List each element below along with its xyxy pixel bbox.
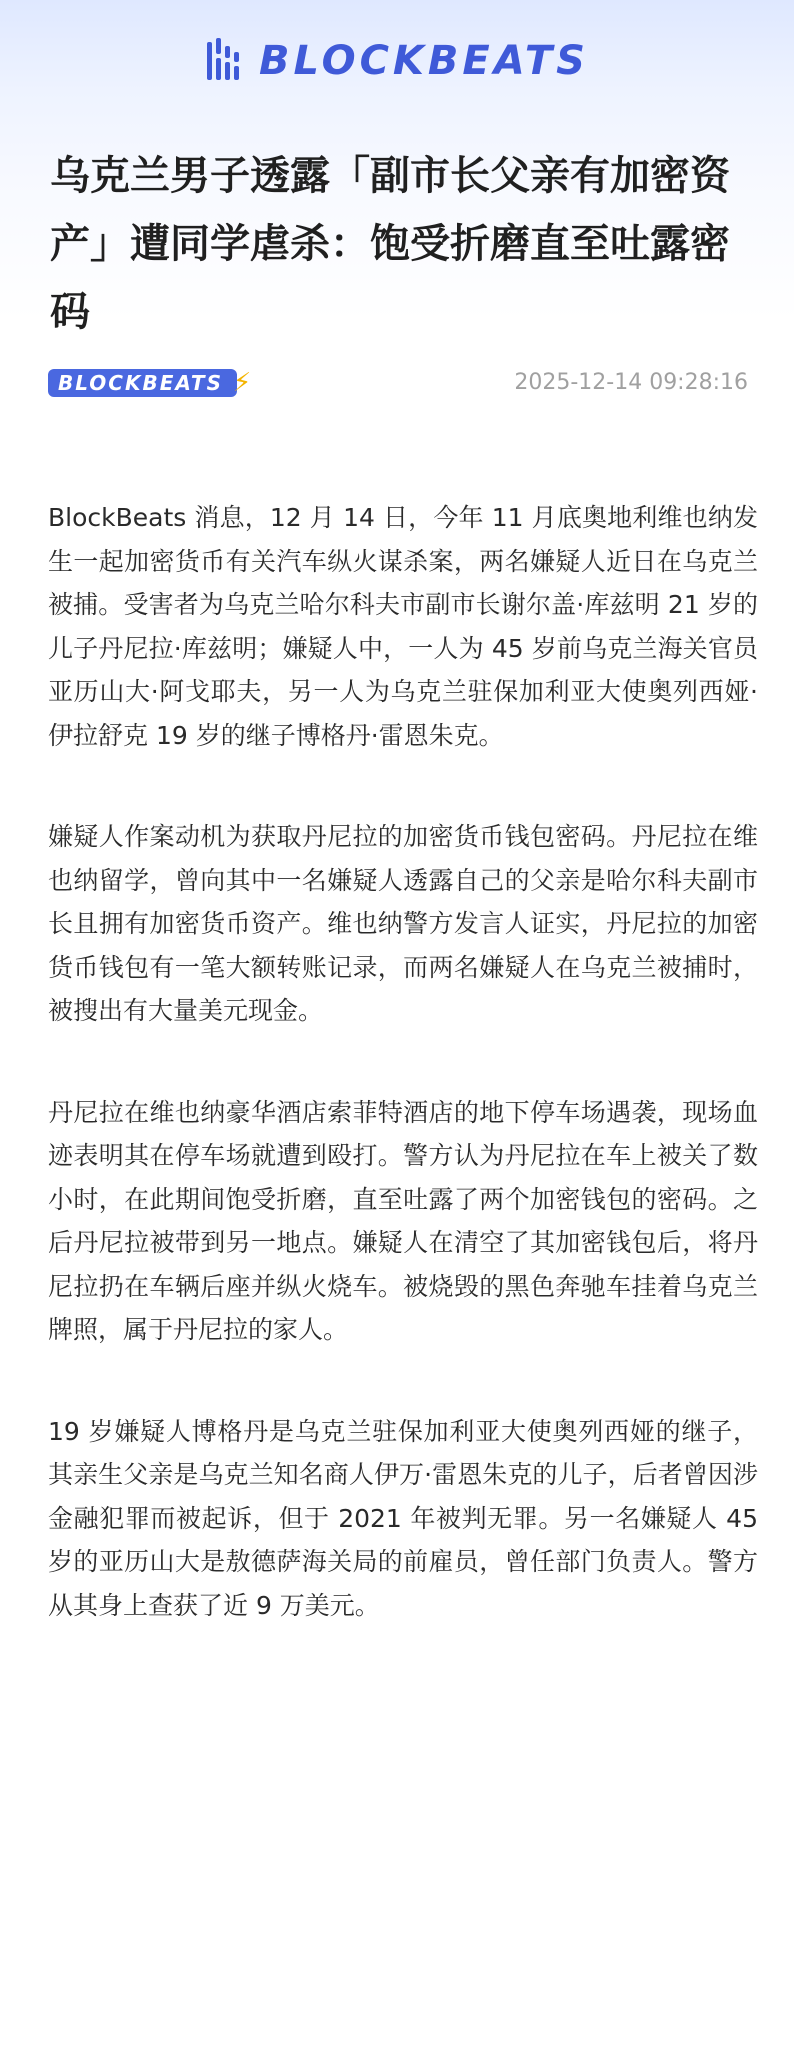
- article-meta: [48, 368, 748, 400]
- article-paragraph: 19 岁嫌疑人博格丹是乌克兰驻保加利亚大使奥列西娅的继子，其亲生父亲是乌克兰知名商人伊万·雷恩朱克的儿子，后者曾因涉金融犯罪而被起诉，但于 2021 年被判无罪。另一名嫌疑人 45 岁的亚历山大是敖德萨海关局的前雇员，曾任部门负责人。警方从其身上查获了近 9 万美元。: [48, 1416, 758, 1620]
- source-badge-label: BLOCKBEATS: [48, 369, 237, 397]
- article-body: [48, 496, 758, 1685]
- lightning-icon: ⚡: [232, 368, 252, 398]
- article-paragraph: 丹尼拉在维也纳豪华酒店索菲特酒店的地下停车场遇袭，现场血迹表明其在停车场就遭到殴打。警方认为丹尼拉在车上被关了数小时，在此期间饱受折磨，直至吐露了两个加密钱包的密码。之后丹尼拉被带到另一地点。嫌疑人在清空了其加密钱包后，将丹尼拉扔在车辆后座并纵火烧车。被烧毁的黑色奔驰车挂着乌克兰牌照，属于丹尼拉的家人。: [48, 1097, 758, 1344]
- publish-timestamp: 2025-12-14 09:28:16: [514, 370, 748, 395]
- brand-name[interactable]: BLOCKBEATS: [259, 38, 589, 84]
- article-title: 乌克兰男子透露「副市长父亲有加密资产」遭同学虐杀：饱受折磨直至吐露密码: [50, 153, 730, 335]
- article-paragraph: 嫌疑人作案动机为获取丹尼拉的加密货币钱包密码。丹尼拉在维也纳留学，曾向其中一名嫌疑人透露自己的父亲是哈尔科夫副市长且拥有加密货币资产。维也纳警方发言人证实，丹尼拉的加密货币钱包有一笔大额转账记录，而两名嫌疑人在乌克兰被捕时，被搜出有大量美元现金。: [48, 822, 758, 1025]
- source-badge: [48, 368, 280, 398]
- article-paragraph: BlockBeats 消息，12 月 14 日，今年 11 月底奥地利维也纳发生一起加密货币有关汽车纵火谋杀案，两名嫌疑人近日在乌克兰被捕。受害者为乌克兰哈尔科夫市副市长谢尔盖·库兹明 21 岁的儿子丹尼拉·库兹明；嫌疑人中，一人为 45 岁前乌克兰海关官员亚历山大·阿戈耶夫，另一人为乌克兰驻保加利亚大使奥列西娅·伊拉舒克 19 岁的继子博格丹·雷恩朱克。: [48, 503, 758, 750]
- blockbeats-logo-icon: [205, 38, 241, 84]
- site-header: [0, 38, 794, 84]
